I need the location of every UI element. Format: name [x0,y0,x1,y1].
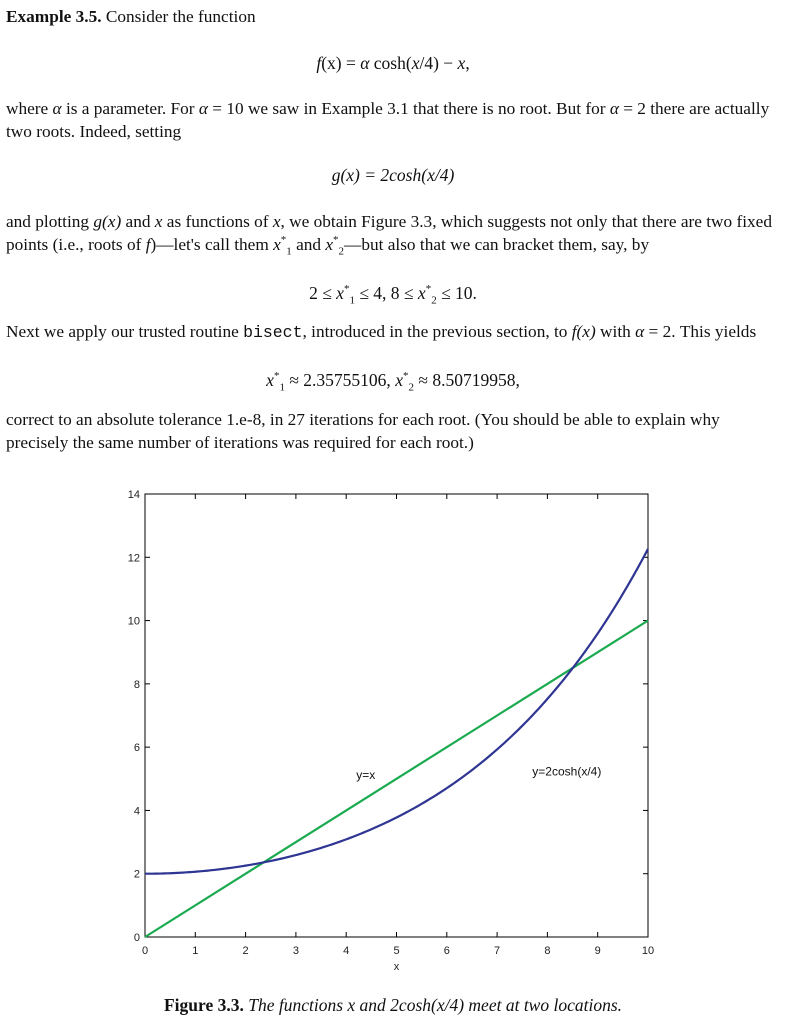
eq3-sub-1: 1 [349,294,355,307]
equation-f [0,52,786,75]
x-tick-label: 10 [641,945,655,957]
p3-sub-1: 1 [286,245,292,258]
y-tick-label: 0 [133,932,140,944]
p3-g: g(x) [93,212,122,231]
x-tick-label: 4 [343,945,350,957]
p3-t3: as functions of [162,212,273,231]
x-axis-label: x [393,961,400,973]
y-tick-label: 6 [133,742,140,755]
eq3-b: ≤ 4, 8 ≤ [354,283,418,303]
eq4-sub-2: 2 [408,381,414,394]
plot-frame [145,494,648,937]
equation-bracket [0,282,786,305]
p3-f: f [145,235,151,254]
p4-t3: with [595,322,636,341]
eq2-text: g(x) = 2cosh(x/4) [331,165,455,185]
y-tick-label: 4 [133,805,140,818]
y-tick-label: 12 [127,552,140,565]
x-tick-label: 3 [292,945,299,957]
p2-t4: = 2 there are actually two roots. Indeed, setting [6,99,770,141]
p2-alpha-1: α [52,99,62,118]
eq3-a: 2 ≤ [309,283,337,303]
p2-t2: is a parameter. For [61,99,199,118]
example-heading: Example 3.5. [6,7,102,26]
p4-f: f(x) [571,322,596,341]
x-tick-label: 0 [141,945,149,957]
eq3-x2: x [417,283,426,303]
y-tick-label: 10 [127,615,140,628]
p3-t1: and plotting [6,212,94,231]
eq1-xarg: x [411,53,420,73]
eq3-sup-2: * [425,283,432,296]
eq3-sub-2: 2 [431,294,437,307]
eq4-sup-2: * [402,370,409,383]
p4-alpha: α [635,322,645,341]
p3-t2: and [121,212,155,231]
figure-3-3-chart [0,480,786,985]
eq1-alpha: α [360,53,370,73]
x-tick-label: 6 [443,945,450,957]
intro-paragraph [6,5,780,28]
p3-t6: and [291,235,326,254]
x-tick-label: 8 [544,945,551,957]
bisect-paragraph [6,320,780,344]
p3-t4: , we obtain Figure 3.3, which suggests not only that there are two fixed points (i.e., roots of [6,212,772,254]
figure-caption [0,995,786,1016]
p2-alpha-2: α [198,99,208,118]
eq1-cosh: cosh( [369,53,412,73]
p4-code: bisect [243,323,303,342]
eq4-x1: x [266,370,274,390]
eq1-f: f [316,53,322,73]
eq1-x: x [457,53,466,73]
eq1-arg: (x) [321,53,342,73]
eq4-a: ≈ 2.35755106, [284,370,396,390]
series-annotation-0: y=x [356,767,376,782]
p4-t2: , introduced in the previous section, to [302,322,572,341]
x-tick-label: 1 [192,945,199,957]
x-tick-label: 2 [242,945,249,957]
p2-alpha-3: α [609,99,619,118]
p3-sup-1: * [280,234,287,247]
x-tick-label: 5 [393,945,400,957]
eq4-b: ≈ 8.50719958, [413,370,520,390]
eq1-end: , [465,53,470,73]
intro-text: Consider the function [105,7,256,26]
p3-x-1: x [154,212,163,231]
eq1-div: /4) − [419,53,458,73]
eq4-sup-1: * [273,370,280,383]
equation-g [0,164,786,187]
y-tick-label: 2 [133,868,140,881]
y-tick-label: 14 [127,489,140,501]
x-tick-label: 7 [494,945,501,957]
p3-t7: —but also that we can bracket them, say, by [344,235,650,254]
eq3-sup-1: * [343,283,350,296]
equation-roots [0,369,786,392]
p3-t5: )—let's call them [150,235,274,254]
parameter-paragraph [6,97,780,143]
caption-label: Figure 3.3. [163,995,244,1015]
p3-x1: x [273,235,281,254]
caption-text: The functions x and 2cosh(x/4) meet at two locations. [243,995,623,1015]
eq1-rel: = [341,53,361,73]
p3-sup-2: * [333,234,339,247]
p5-text: correct to an absolute tolerance 1.e-8, in 27 iterations for each root. (You should be able to explain why precisely the same number of iterations was required for each root.) [6,410,720,452]
series-line-y-2cosh [145,549,648,874]
eq3-c: ≤ 10. [436,283,477,303]
p2-t3: = 10 we saw in Example 3.1 that there is no root. But for [207,99,610,118]
x-tick-label: 9 [594,945,601,957]
p2-t1: where [6,99,53,118]
p4-t1: Next we apply our trusted routine [6,322,244,341]
p3-x2: x [325,235,334,254]
plotting-paragraph [6,210,780,256]
series-annotation-1: y=2cosh(x/4) [532,764,602,779]
eq4-sub-1: 1 [279,381,285,394]
p3-x-2: x [272,212,281,231]
eq4-x2: x [395,370,403,390]
eq3-x1: x [336,283,344,303]
y-tick-label: 8 [133,678,140,691]
p4-t4: = 2. This yields [644,322,757,341]
tolerance-paragraph [6,408,780,454]
p3-sub-2: 2 [338,245,345,258]
